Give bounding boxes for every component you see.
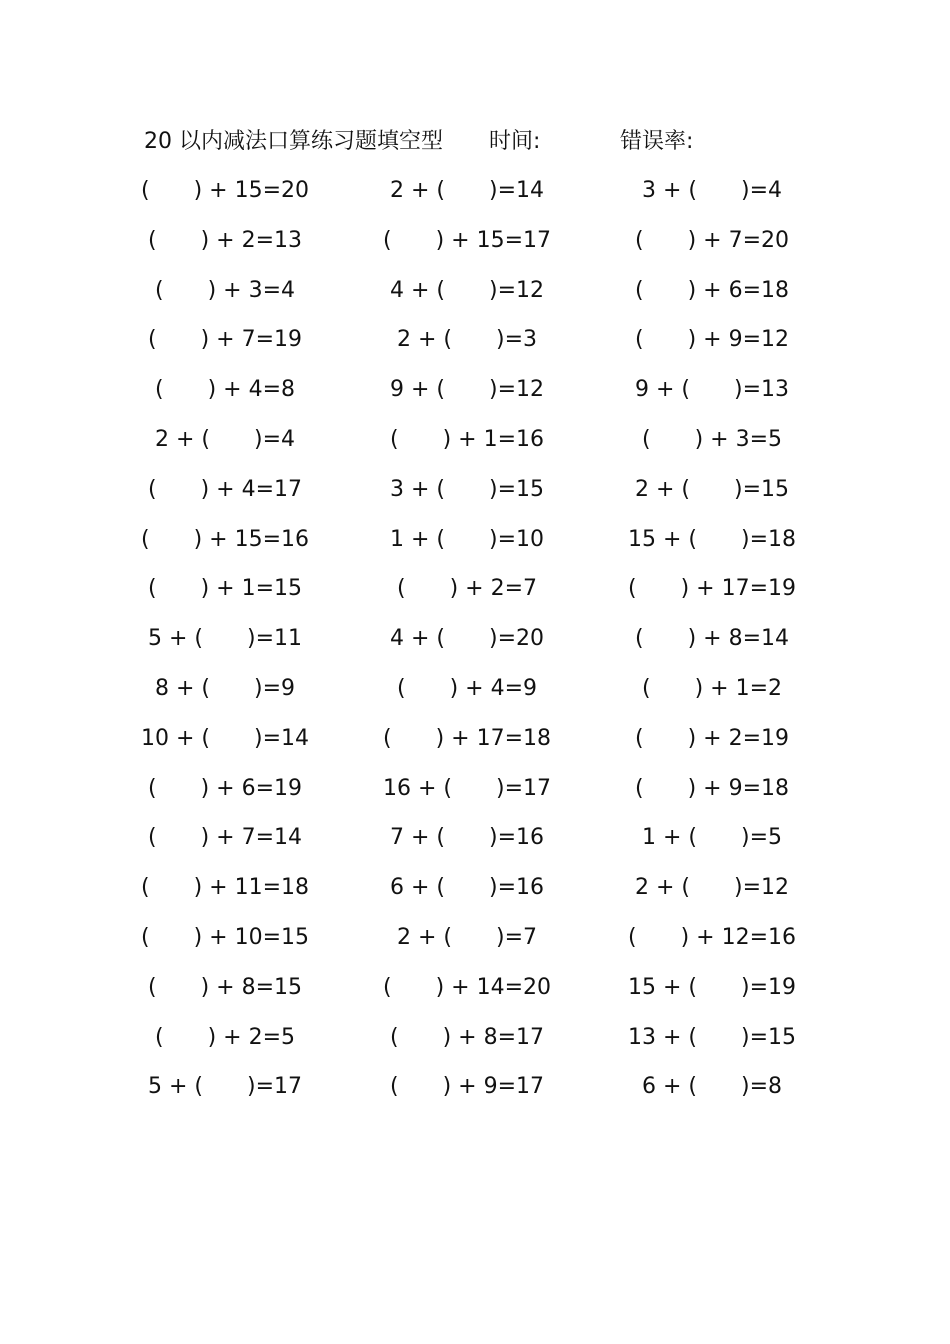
problem-row xyxy=(0,1020,950,1070)
problem-item: 7 + ( )=16 xyxy=(389,825,544,851)
problem-row xyxy=(0,372,950,422)
problem-item: 9 + ( )=13 xyxy=(634,377,789,403)
error-rate-label: 错误率: xyxy=(620,129,694,154)
problem-item: ( ) + 14=20 xyxy=(382,974,551,1000)
problem-item: 2 + ( )=14 xyxy=(389,178,544,203)
problem-item: ( ) + 9=12 xyxy=(634,327,789,353)
problem-item: 10 + ( )=14 xyxy=(140,725,309,751)
problem-item: 1 + ( )=10 xyxy=(389,526,544,552)
problem-item: ( ) + 2=5 xyxy=(154,1024,295,1050)
time-label: 时间: xyxy=(489,129,541,154)
problem-item: ( ) + 2=19 xyxy=(634,725,789,751)
problem-item: ( ) + 8=15 xyxy=(147,974,302,1000)
worksheet-title: 20 以内减法口算练习题填空型 xyxy=(144,129,443,154)
problem-item: ( ) + 17=19 xyxy=(627,576,796,602)
problem-item: ( ) + 4=9 xyxy=(396,675,537,701)
problem-item: 3 + ( )=4 xyxy=(641,178,782,203)
problem-row xyxy=(0,870,950,920)
worksheet-header xyxy=(144,126,844,158)
problem-item: 2 + ( )=7 xyxy=(396,924,537,950)
problem-item: 5 + ( )=11 xyxy=(147,626,302,652)
problem-item: ( ) + 12=16 xyxy=(627,924,796,950)
problem-item: ( ) + 10=15 xyxy=(140,924,309,950)
problem-row xyxy=(0,721,950,771)
problem-item: ( ) + 6=18 xyxy=(634,277,789,303)
problem-item: ( ) + 2=7 xyxy=(396,576,537,602)
problem-row xyxy=(0,771,950,821)
problem-row xyxy=(0,223,950,273)
problem-item: ( ) + 4=8 xyxy=(154,377,295,403)
problem-item: ( ) + 8=17 xyxy=(389,1024,544,1050)
problem-item: ( ) + 7=19 xyxy=(147,327,302,353)
problem-item: 13 + ( )=15 xyxy=(627,1024,796,1050)
problem-item: ( ) + 6=19 xyxy=(147,775,302,801)
problem-row xyxy=(0,522,950,572)
problem-row xyxy=(0,820,950,870)
problem-item: ( ) + 3=5 xyxy=(641,426,782,452)
problem-item: ( ) + 8=14 xyxy=(634,626,789,652)
problem-item: 9 + ( )=12 xyxy=(389,377,544,403)
problem-item: ( ) + 1=15 xyxy=(147,576,302,602)
problem-item: 15 + ( )=18 xyxy=(627,526,796,552)
problem-row xyxy=(0,273,950,323)
problem-grid xyxy=(0,173,950,1119)
problem-row xyxy=(0,671,950,721)
problem-item: ( ) + 1=2 xyxy=(641,675,782,701)
problem-item: ( ) + 15=20 xyxy=(140,178,309,203)
problem-item: ( ) + 9=18 xyxy=(634,775,789,801)
problem-item: 2 + ( )=4 xyxy=(154,426,295,452)
problem-item: 2 + ( )=12 xyxy=(634,875,789,901)
problem-item: 2 + ( )=3 xyxy=(396,327,537,353)
problem-item: 15 + ( )=19 xyxy=(627,974,796,1000)
problem-item: 6 + ( )=8 xyxy=(641,1074,782,1100)
problem-item: 5 + ( )=17 xyxy=(147,1074,302,1100)
problem-item: 1 + ( )=5 xyxy=(641,825,782,851)
problem-row xyxy=(0,1069,950,1119)
problem-item: 2 + ( )=15 xyxy=(634,476,789,502)
problem-item: 16 + ( )=17 xyxy=(382,775,551,801)
problem-row xyxy=(0,422,950,472)
problem-item: ( ) + 7=14 xyxy=(147,825,302,851)
problem-row xyxy=(0,472,950,522)
problem-item: ( ) + 17=18 xyxy=(382,725,551,751)
problem-row xyxy=(0,970,950,1020)
problem-item: ( ) + 4=17 xyxy=(147,476,302,502)
problem-item: ( ) + 9=17 xyxy=(389,1074,544,1100)
problem-item: ( ) + 15=16 xyxy=(140,526,309,552)
problem-item: ( ) + 3=4 xyxy=(154,277,295,303)
problem-row xyxy=(0,571,950,621)
problem-row xyxy=(0,173,950,223)
problem-item: 6 + ( )=16 xyxy=(389,875,544,901)
problem-item: ( ) + 15=17 xyxy=(382,227,551,253)
problem-item: 3 + ( )=15 xyxy=(389,476,544,502)
problem-item: 4 + ( )=20 xyxy=(389,626,544,652)
problem-item: 8 + ( )=9 xyxy=(154,675,295,701)
problem-row xyxy=(0,621,950,671)
problem-item: 4 + ( )=12 xyxy=(389,277,544,303)
problem-item: ( ) + 11=18 xyxy=(140,875,309,901)
problem-item: ( ) + 1=16 xyxy=(389,426,544,452)
problem-row xyxy=(0,920,950,970)
problem-item: ( ) + 2=13 xyxy=(147,227,302,253)
problem-row xyxy=(0,322,950,372)
problem-item: ( ) + 7=20 xyxy=(634,227,789,253)
